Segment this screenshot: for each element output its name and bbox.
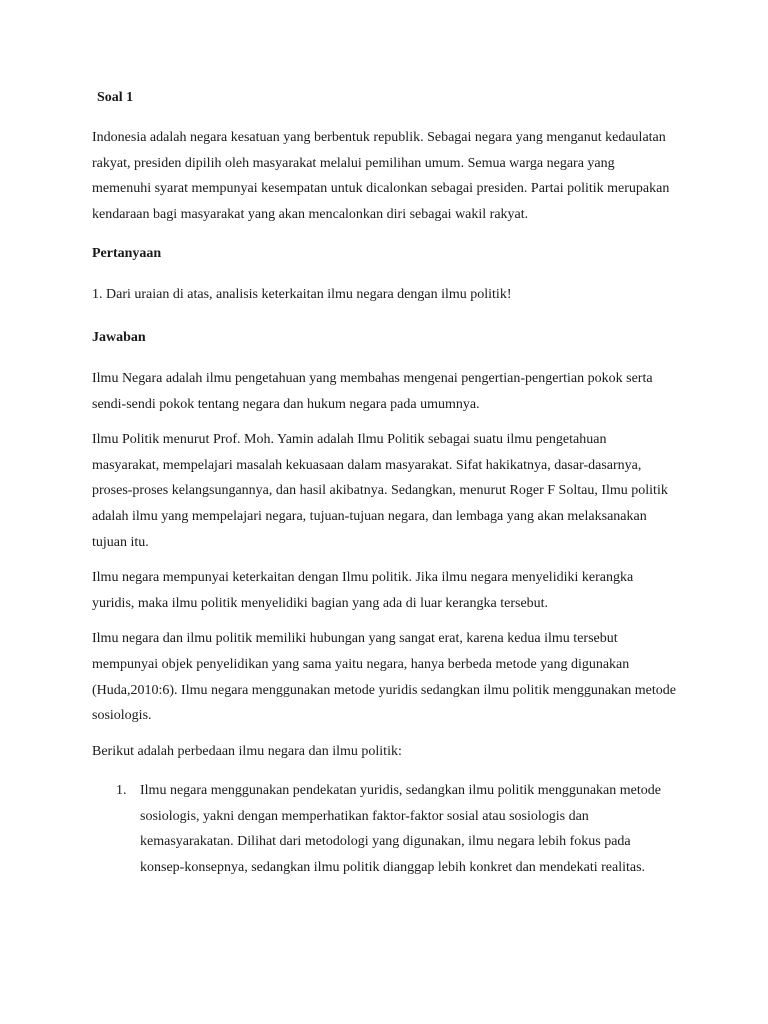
list-item-text: Ilmu negara menggunakan pendekatan yuridis, sedangkan ilmu politik menggunakan metode sosiologis, yakni dengan memperhatikan faktor-faktor sosial atau sosiologis dan kemasyarakatan. Dilihat dari metodologi yang digunakan, ilmu negara lebih fokus pada konsep-konsepnya, sedangkan ilmu politik dianggap lebih konkret dan mendekati realitas. xyxy=(140,783,661,876)
answer-paragraph-hubungan: Ilmu negara dan ilmu politik memiliki hubungan yang sangat erat, karena kedua ilmu tersebut mempunyai objek penyelidikan yang sama yaitu negara, hanya berbeda metode yang digunakan (Huda,2010:6). Ilmu negara menggunakan metode yuridis sedangkan ilmu politik menggunakan metode sosiologis. xyxy=(92,631,676,724)
answer-heading: Jawaban xyxy=(92,329,146,345)
question-heading: Pertanyaan xyxy=(92,246,162,262)
list-item xyxy=(92,778,676,880)
intro-paragraph: Indonesia adalah negara kesatuan yang berbentuk republik. Sebagai negara yang menganut kedaulatan rakyat, presiden dipilih oleh masyarakat melalui pemilihan umum. Semua warga negara yang memenuhi syarat mempunyai kesempatan untuk dicalonkan sebagai presiden. Partai politik merupakan kendaraan bagi masyarakat yang akan mencalonkan diri sebagai wakil rakyat. xyxy=(92,130,670,222)
differences-list xyxy=(92,778,676,880)
answer-paragraph-ilmu-negara: Ilmu Negara adalah ilmu pengetahuan yang membahas mengenai pengertian-pengertian pokok serta sendi-sendi pokok tentang negara dan hukum negara pada umumnya. xyxy=(92,370,653,412)
list-item-number: 1. xyxy=(116,783,127,799)
answer-paragraph-perbedaan-intro: Berikut adalah perbedaan ilmu negara dan ilmu politik: xyxy=(92,743,402,759)
answer-paragraph-ilmu-politik: Ilmu Politik menurut Prof. Moh. Yamin adalah Ilmu Politik sebagai suatu ilmu pengetahuan masyarakat, mempelajari masalah kekuasaan dalam masyarakat. Sifat hakikatnya, dasar-dasarnya, proses-proses kelangsungannya, dan hasil akibatnya. Sedangkan, menurut Roger F Soltau, Ilmu politik adalah ilmu yang mempelajari negara, tujuan-tujuan negara, dan lembaga yang akan melaksanakan tujuan itu. xyxy=(92,432,668,550)
question-text: 1. Dari uraian di atas, analisis keterkaitan ilmu negara dengan ilmu politik! xyxy=(92,287,512,303)
soal-title: Soal 1 xyxy=(97,90,134,105)
answer-paragraph-keterkaitan: Ilmu negara mempunyai keterkaitan dengan Ilmu politik. Jika ilmu negara menyelidiki kerangka yuridis, maka ilmu politik menyelidiki bagian yang ada di luar kerangka tersebut. xyxy=(92,570,634,611)
